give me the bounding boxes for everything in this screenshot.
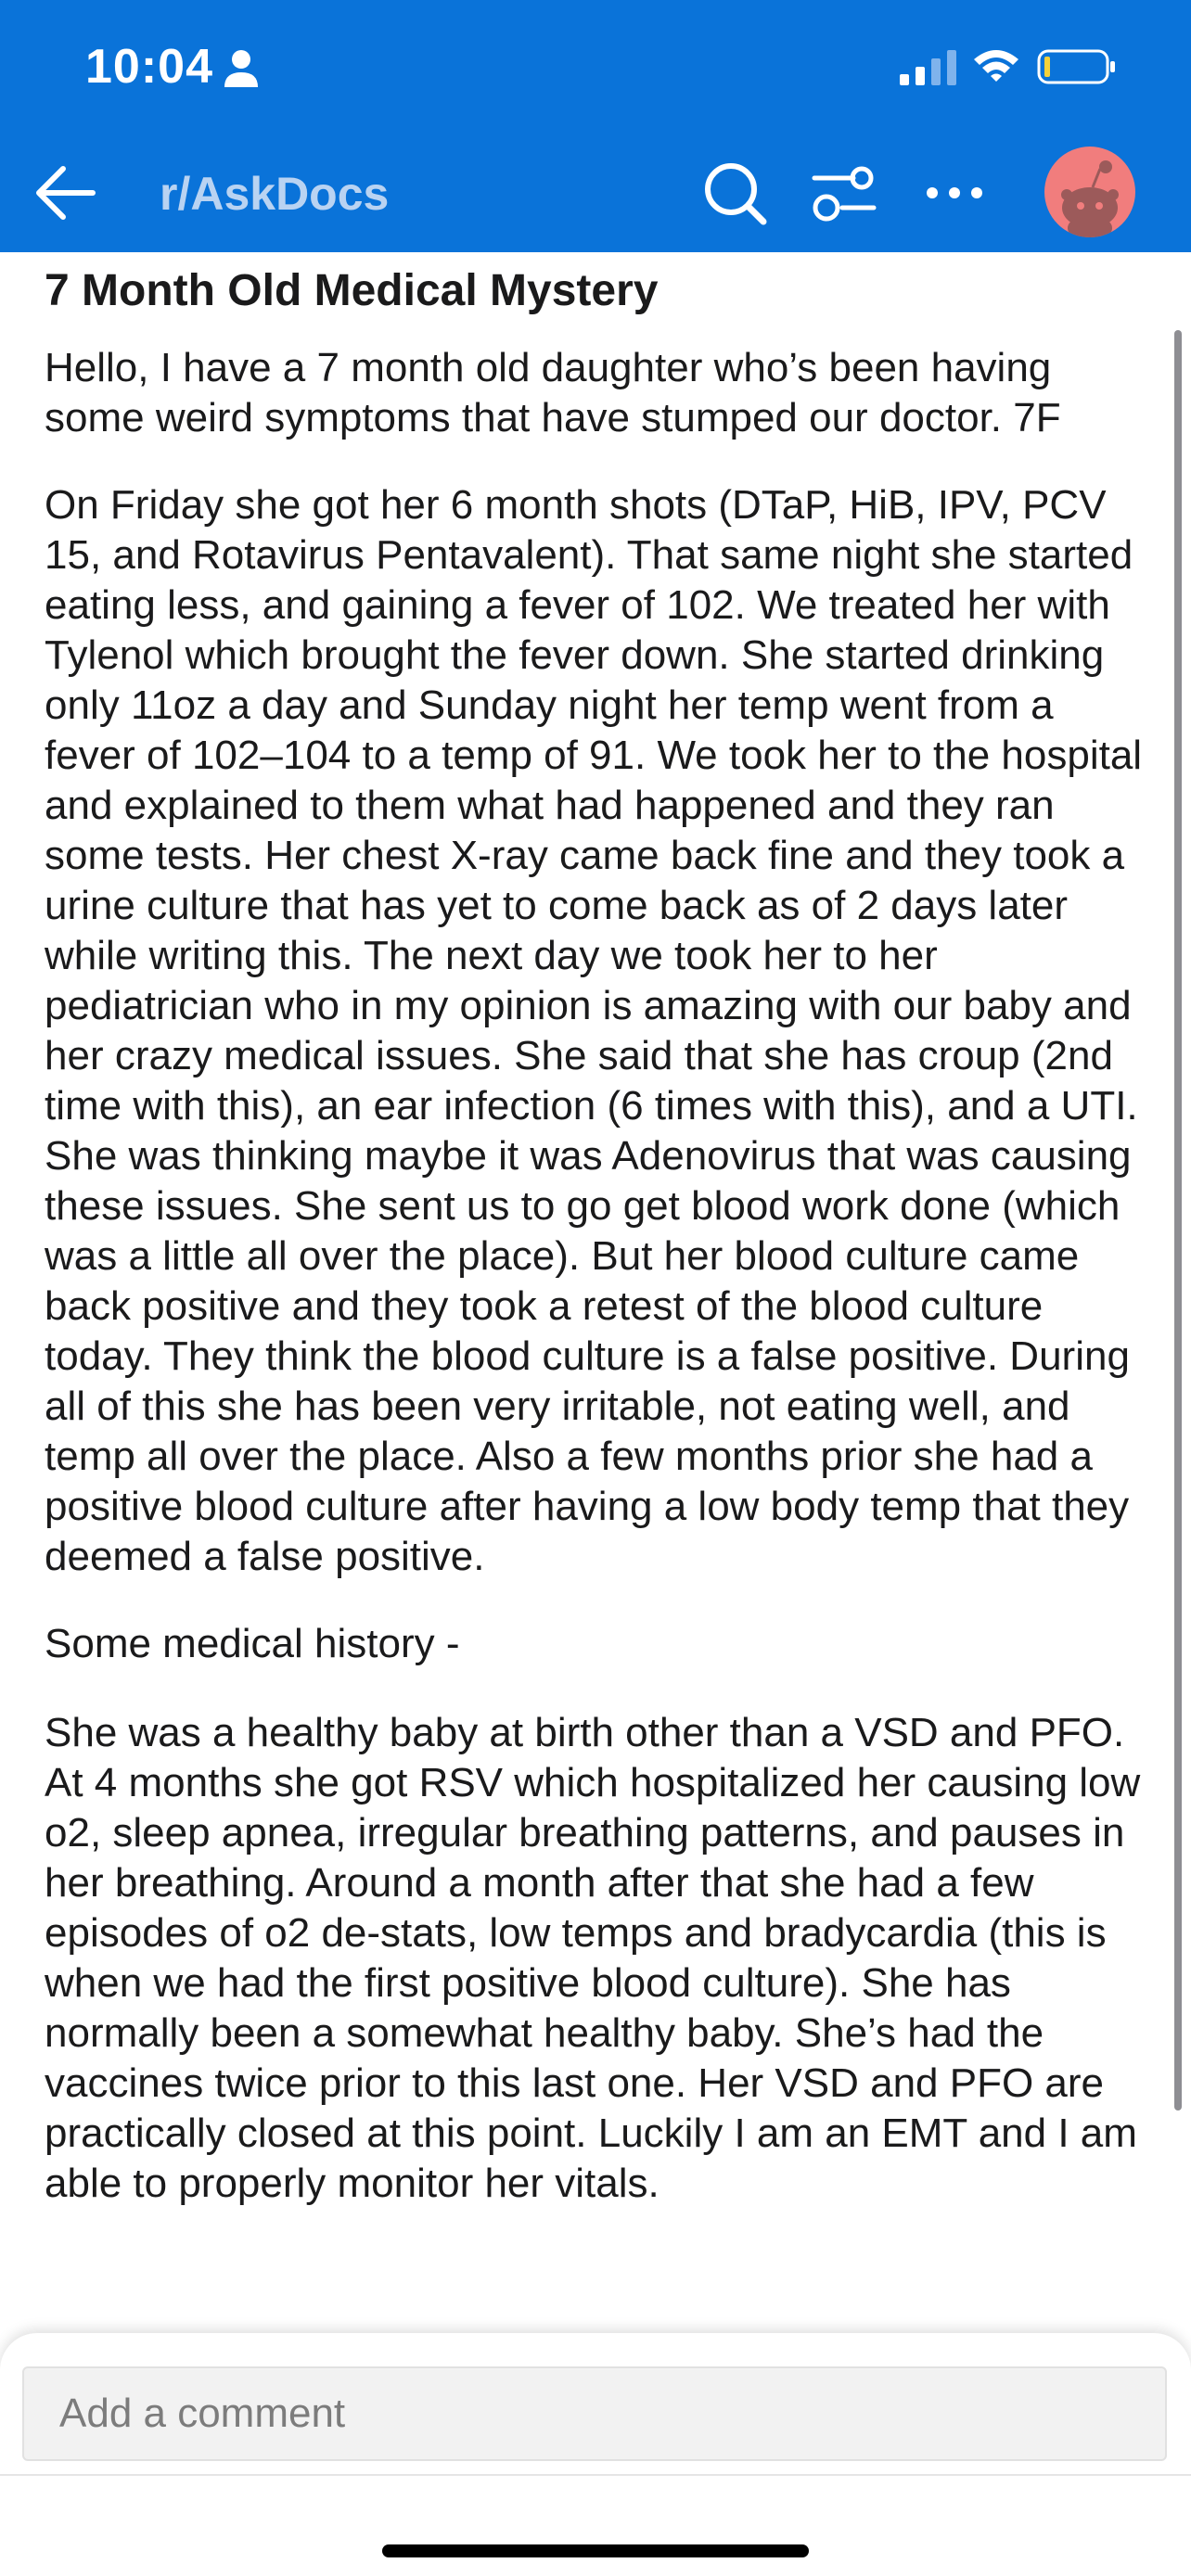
- post-paragraph: Some medical history -: [45, 1621, 460, 1666]
- avatar[interactable]: [1044, 147, 1135, 237]
- battery-icon: [1037, 48, 1117, 85]
- post-content: [45, 252, 1154, 2209]
- more-icon[interactable]: [924, 176, 985, 210]
- home-indicator[interactable]: [382, 2544, 809, 2557]
- post-title: 7 Month Old Medical Mystery: [45, 266, 659, 315]
- post-paragraph: Hello, I have a 7 month old daughter who’s been having some weird symptoms that have stumped our doctor. 7F: [45, 345, 1061, 440]
- back-arrow-icon[interactable]: [33, 163, 98, 223]
- wifi-icon: [972, 46, 1020, 83]
- snoo-avatar-icon: [1044, 147, 1135, 237]
- post-paragraph: She was a healthy baby at birth other than a VSD and PFO. At 4 months she got RSV which hospitalized her causing low o2, sleep apnea, irregular breathing patterns, and pauses in her breathing. Around a month after that she had a few episodes of o2 de-stats, low temps and bradycardia (this is when we had the first positive blood culture). She has normally been a somewhat healthy baby. She’s had the vaccines twice prior to this last one. Her VSD and PFO are practically closed at this point. Luckily I am an EMT and I am able to properly monitor her vitals.: [45, 1710, 1141, 2206]
- search-icon[interactable]: [701, 159, 768, 226]
- post-paragraph: On Friday she got her 6 month shots (DTaP, HiB, IPV, PCV 15, and Rotavirus Pentavalent). That same night she started eating less, and gaining a fever of 102. We treated her with Tylenol which brought the fever down. She started drinking only 11oz a day and Sunday night her temp went from a fever of 102–104 to a temp of 91. We took her to the hospital and explained to them what had happened and they ran some tests. Her chest X-ray came back fine and they took a urine culture that has yet to come back as of 2 days later while writing this. The next day we took her to her pediatrician who in my opinion is amazing with our baby and her crazy medical issues. She said that she has croup (2nd time with this), an ear infection (6 times with this), and a UTI. She was thinking maybe it was Adenovirus that was causing these issues. She sent us to go get blood work done (which was a little all over the place). But her blood culture came back positive and they took a retest of the blood culture today. They think the blood culture is a false positive. During all of this she has been very irritable, not eating well, and temp all over the place. Also a few months prior she had a positive blood culture after having a low body temp that they deemed a false positive.: [45, 482, 1143, 1579]
- app-header: [0, 0, 1191, 252]
- comment-input[interactable]: Add a comment: [22, 2366, 1167, 2461]
- status-time: 10:04: [85, 40, 213, 94]
- scrollbar[interactable]: [1174, 330, 1182, 2111]
- comment-bar: [0, 2333, 1191, 2576]
- filter-icon[interactable]: [811, 163, 877, 223]
- divider: [0, 2474, 1191, 2476]
- signal-icon: [900, 48, 957, 85]
- subreddit-name[interactable]: r/AskDocs: [160, 168, 390, 220]
- person-icon: [223, 48, 260, 89]
- post-body: [45, 343, 1154, 2209]
